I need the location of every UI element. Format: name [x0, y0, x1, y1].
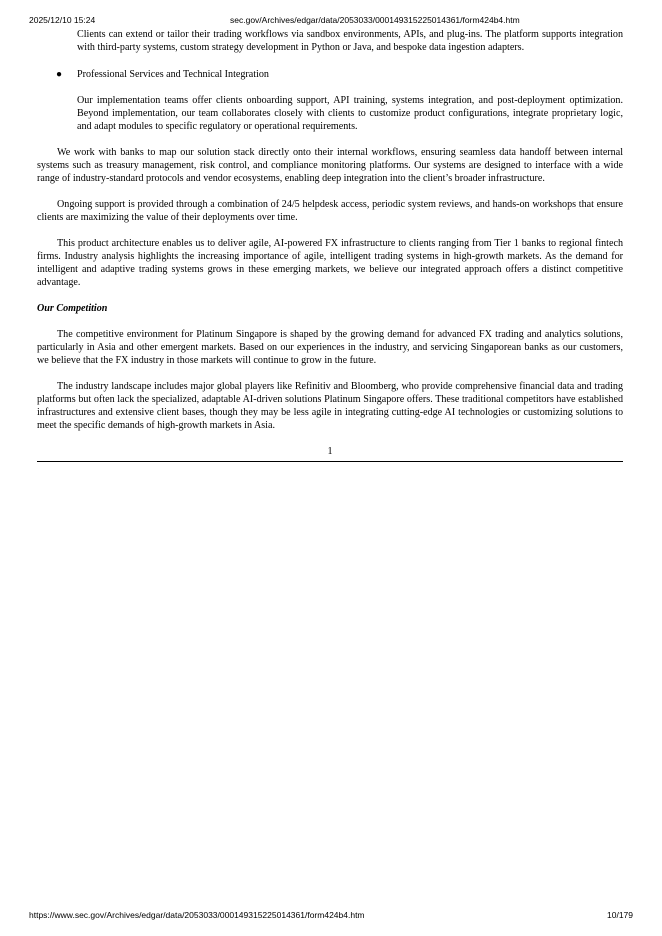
competitive-paragraph: The competitive environment for Platinum Singapore is shaped by the growing demand for advanced FX trading and analytics solutions, particularly in Asia and other emergent markets. Based on our experiences in the industry, and servicing Singaporean banks as our customers, we believe that the FX industry in those markets will continue to grow in the future. — [37, 329, 623, 366]
print-footer — [0, 910, 662, 924]
landscape-paragraph: The industry landscape includes major global players like Refinitiv and Bloomberg, who provide comprehensive financial data and trading platforms but often lack the specialized, adaptable AI-driven solutions Platinum Singapore offers. These traditional competitors have established infrastructures and extensive client bases, though they may be less agile in integrating cutting-edge AI technologies or customizing solutions to meet the specific demands of high-growth markets in Asia. — [37, 381, 623, 431]
section-heading-competition: Our Competition — [37, 303, 108, 314]
page-divider — [37, 461, 623, 462]
banks-paragraph: We work with banks to map our solution stack directly onto their internal workflows, ensuring seamless data handoff between internal systems such as treasury management, risk control, and compliance monitoring platforms. Our systems are designed to interface with a wide range of industry-standard protocols and vendor ecosystems, enabling deep integration into the client’s broader infrastructure. — [37, 147, 623, 184]
architecture-paragraph: This product architecture enables us to deliver agile, AI-powered FX infrastructure to clients ranging from Tier 1 banks to regional fintech firms. Industry analysis highlights the increasing importance of agile, intelligent trading systems in high-growth markets. As the demand for intelligent and adaptive trading systems grows in these emerging markets, we believe our integrated approach offers a distinct competitive advantage. — [37, 238, 623, 288]
intro-paragraph: Clients can extend or tailor their trading workflows via sandbox environments, APIs, and plug-ins. The platform supports integration with third-party systems, custom strategy development in Python or Java, and bespoke data ingestion adapters. — [77, 29, 623, 53]
support-paragraph: Ongoing support is provided through a combination of 24/5 helpdesk access, periodic system reviews, and hands-on workshops that ensure clients are maximizing the value of their deployments over time. — [37, 199, 623, 223]
document-body — [37, 28, 623, 462]
services-paragraph: Our implementation teams offer clients onboarding support, API training, systems integration, and post-deployment optimization. Beyond implementation, our team collaborates closely with clients to customize product configurations, integrate proprietary logic, and adapt modules to specific regulatory or operational requirements. — [77, 95, 623, 132]
bullet-icon: ● — [56, 69, 63, 80]
print-header — [0, 15, 662, 29]
print-datetime: 2025/12/10 15:24 — [29, 15, 96, 25]
bullet-title: Professional Services and Technical Integration — [77, 69, 269, 80]
print-header-url: sec.gov/Archives/edgar/data/2053033/000149315225014361/form424b4.htm — [230, 15, 520, 25]
print-page-count: 10/179 — [607, 910, 633, 920]
bullet-item-professional-services — [37, 68, 623, 81]
page-number: 1 — [327, 446, 333, 457]
print-footer-url: https://www.sec.gov/Archives/edgar/data/2053033/000149315225014361/form424b4.htm — [29, 910, 365, 920]
